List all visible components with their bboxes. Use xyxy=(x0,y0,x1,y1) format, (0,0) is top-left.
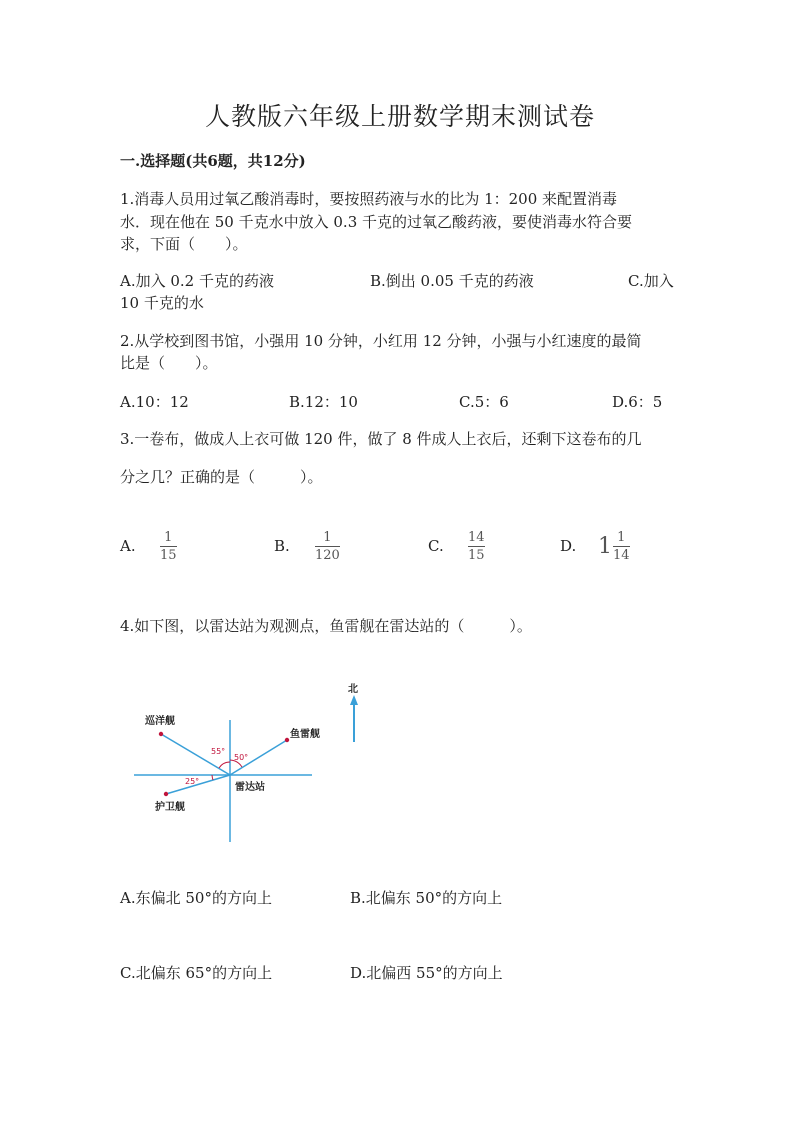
q3-option-a-fraction xyxy=(160,530,177,563)
fraction-bar xyxy=(613,546,630,547)
q2-option-b[interactable]: B.12：10 xyxy=(289,393,358,411)
section-heading: 一.选择题(共6题，共12分) xyxy=(120,152,306,170)
q1-text-line1: 1.消毒人员用过氧乙酸消毒时，要按照药液与水的比为 1：200 来配置消毒 xyxy=(120,190,618,208)
fraction-bar xyxy=(315,546,340,547)
q1-option-c[interactable]: C.加入 xyxy=(628,272,674,290)
angle-arc-55 xyxy=(219,762,230,768)
q4-option-b[interactable]: B.北偏东 50°的方向上 xyxy=(350,889,503,907)
numerator: 1 xyxy=(323,530,332,545)
north-arrow-icon xyxy=(350,695,358,705)
q3-text-line1: 3.一卷布，做成人上衣可做 120 件，做了 8 件成人上衣后，还剩下这卷布的几 xyxy=(120,430,642,448)
whole-part: 1 xyxy=(598,534,612,559)
angle-label-50: 50° xyxy=(234,753,249,762)
radar-station-label: 雷达站 xyxy=(235,782,265,793)
q3-option-a-label: A. xyxy=(120,537,136,555)
q3-option-d-mixed-number xyxy=(598,530,630,563)
q4-option-c[interactable]: C.北偏东 65°的方向上 xyxy=(120,964,273,982)
angle-label-55: 55° xyxy=(211,747,226,756)
q3-option-b-label: B. xyxy=(274,537,290,555)
denominator: 14 xyxy=(613,548,630,563)
angle-label-25: 25° xyxy=(185,777,200,786)
q3-option-d-label: D. xyxy=(560,537,577,555)
denominator: 15 xyxy=(160,548,177,563)
cruiser-point xyxy=(159,732,163,736)
q2-text-line1: 2.从学校到图书馆，小强用 10 分钟，小红用 12 分钟，小强与小红速度的最简 xyxy=(120,332,642,350)
q3-option-c-label: C. xyxy=(428,537,444,555)
q3-option-c-fraction xyxy=(468,530,485,563)
q1-option-a[interactable]: A.加入 0.2 千克的药液 xyxy=(120,272,274,290)
q1-text-line2: 水．现在他在 50 千克水中放入 0.3 千克的过氧乙酸药液，要使消毒水符合要 xyxy=(120,213,633,231)
frigate-label: 护卫舰 xyxy=(155,802,185,813)
q1-text-line3: 求，下面（ ）。 xyxy=(120,235,248,253)
fraction-bar xyxy=(468,546,485,547)
q1-option-c-continued: 10 千克的水 xyxy=(120,294,204,312)
q2-option-a[interactable]: A.10：12 xyxy=(120,393,189,411)
q2-option-d[interactable]: D.6：5 xyxy=(612,393,663,411)
north-label: 北 xyxy=(348,684,358,695)
torpedo-point xyxy=(285,738,289,742)
numerator: 14 xyxy=(468,530,485,545)
q4-text-line1: 4.如下图，以雷达站为观测点，鱼雷舰在雷达站的（ ）。 xyxy=(120,617,532,635)
q3-option-b-fraction xyxy=(315,530,340,563)
numerator: 1 xyxy=(617,530,626,545)
q2-option-c[interactable]: C.5：6 xyxy=(459,393,509,411)
page-title: 人教版六年级上册数学期末测试卷 xyxy=(204,102,595,131)
numerator: 1 xyxy=(164,530,173,545)
frigate-point xyxy=(164,792,168,796)
q4-option-a[interactable]: A.东偏北 50°的方向上 xyxy=(120,889,272,907)
denominator: 15 xyxy=(468,548,485,563)
q2-text-line2: 比是（ ）。 xyxy=(120,354,218,372)
cruiser-label: 巡洋舰 xyxy=(145,716,175,727)
fraction-bar xyxy=(160,546,177,547)
radar-direction-diagram xyxy=(120,680,380,850)
q4-option-d[interactable]: D.北偏西 55°的方向上 xyxy=(350,964,503,982)
q1-option-b[interactable]: B.倒出 0.05 千克的药液 xyxy=(370,272,534,290)
torpedo-label: 鱼雷舰 xyxy=(290,729,320,740)
denominator: 120 xyxy=(315,548,340,563)
q3-text-line2: 分之几？正确的是（ ）。 xyxy=(120,468,323,486)
